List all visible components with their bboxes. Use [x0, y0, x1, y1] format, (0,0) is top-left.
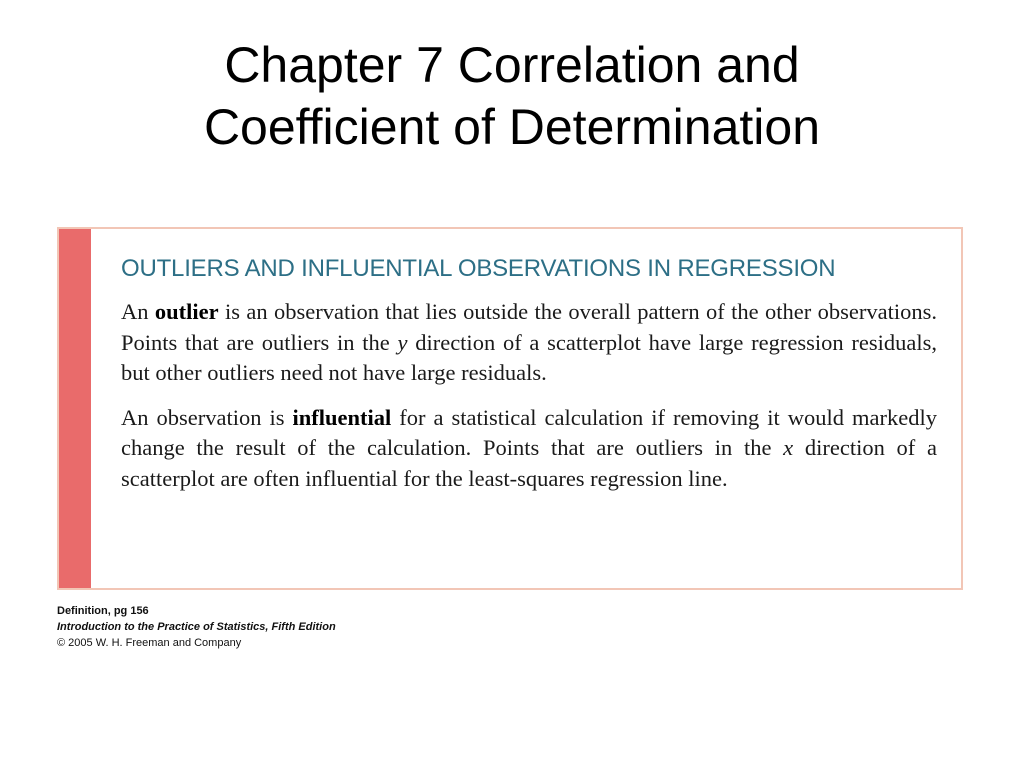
influential-text-3: direction of a scatterplot are often influential for the least-squares regression line. [121, 435, 937, 491]
influential-definition [121, 403, 937, 495]
definition-reference: Definition, pg 156 [57, 605, 149, 617]
outlier-definition [121, 297, 937, 389]
influential-text-2: for a statistical calculation if removing it would markedly change the result of the calculation. Points that are outliers in the [121, 404, 937, 460]
slide-title-line-2: Coefficient of Determination [203, 99, 821, 155]
outlier-text-3: direction of a scatterplot have large regression residuals, but other outliers need not have large residuals. [121, 329, 937, 385]
influential-text-1: An observation is [121, 404, 293, 430]
copyright: © 2005 W. H. Freeman and Company [57, 637, 242, 649]
slide-title-line-1: Chapter 7 Correlation and [224, 37, 800, 93]
book-title: Introduction to the Practice of Statistics, Fifth Edition [57, 621, 336, 633]
definition-content [121, 255, 937, 508]
source-citation [57, 603, 336, 651]
outlier-text-1: An [121, 299, 155, 324]
accent-bar [59, 229, 91, 588]
definition-box [57, 227, 963, 590]
outlier-text-2: is an observation that lies outside the overall pattern of the other observations. Points that are outliers in the [121, 299, 937, 355]
outlier-term: outlier [154, 299, 219, 324]
y-variable: y [397, 329, 408, 355]
slide-title [0, 34, 1024, 158]
influential-term: influential [292, 404, 392, 430]
x-variable: x [783, 435, 794, 460]
definition-heading: OUTLIERS AND INFLUENTIAL OBSERVATIONS IN REGRESSION [121, 255, 836, 282]
